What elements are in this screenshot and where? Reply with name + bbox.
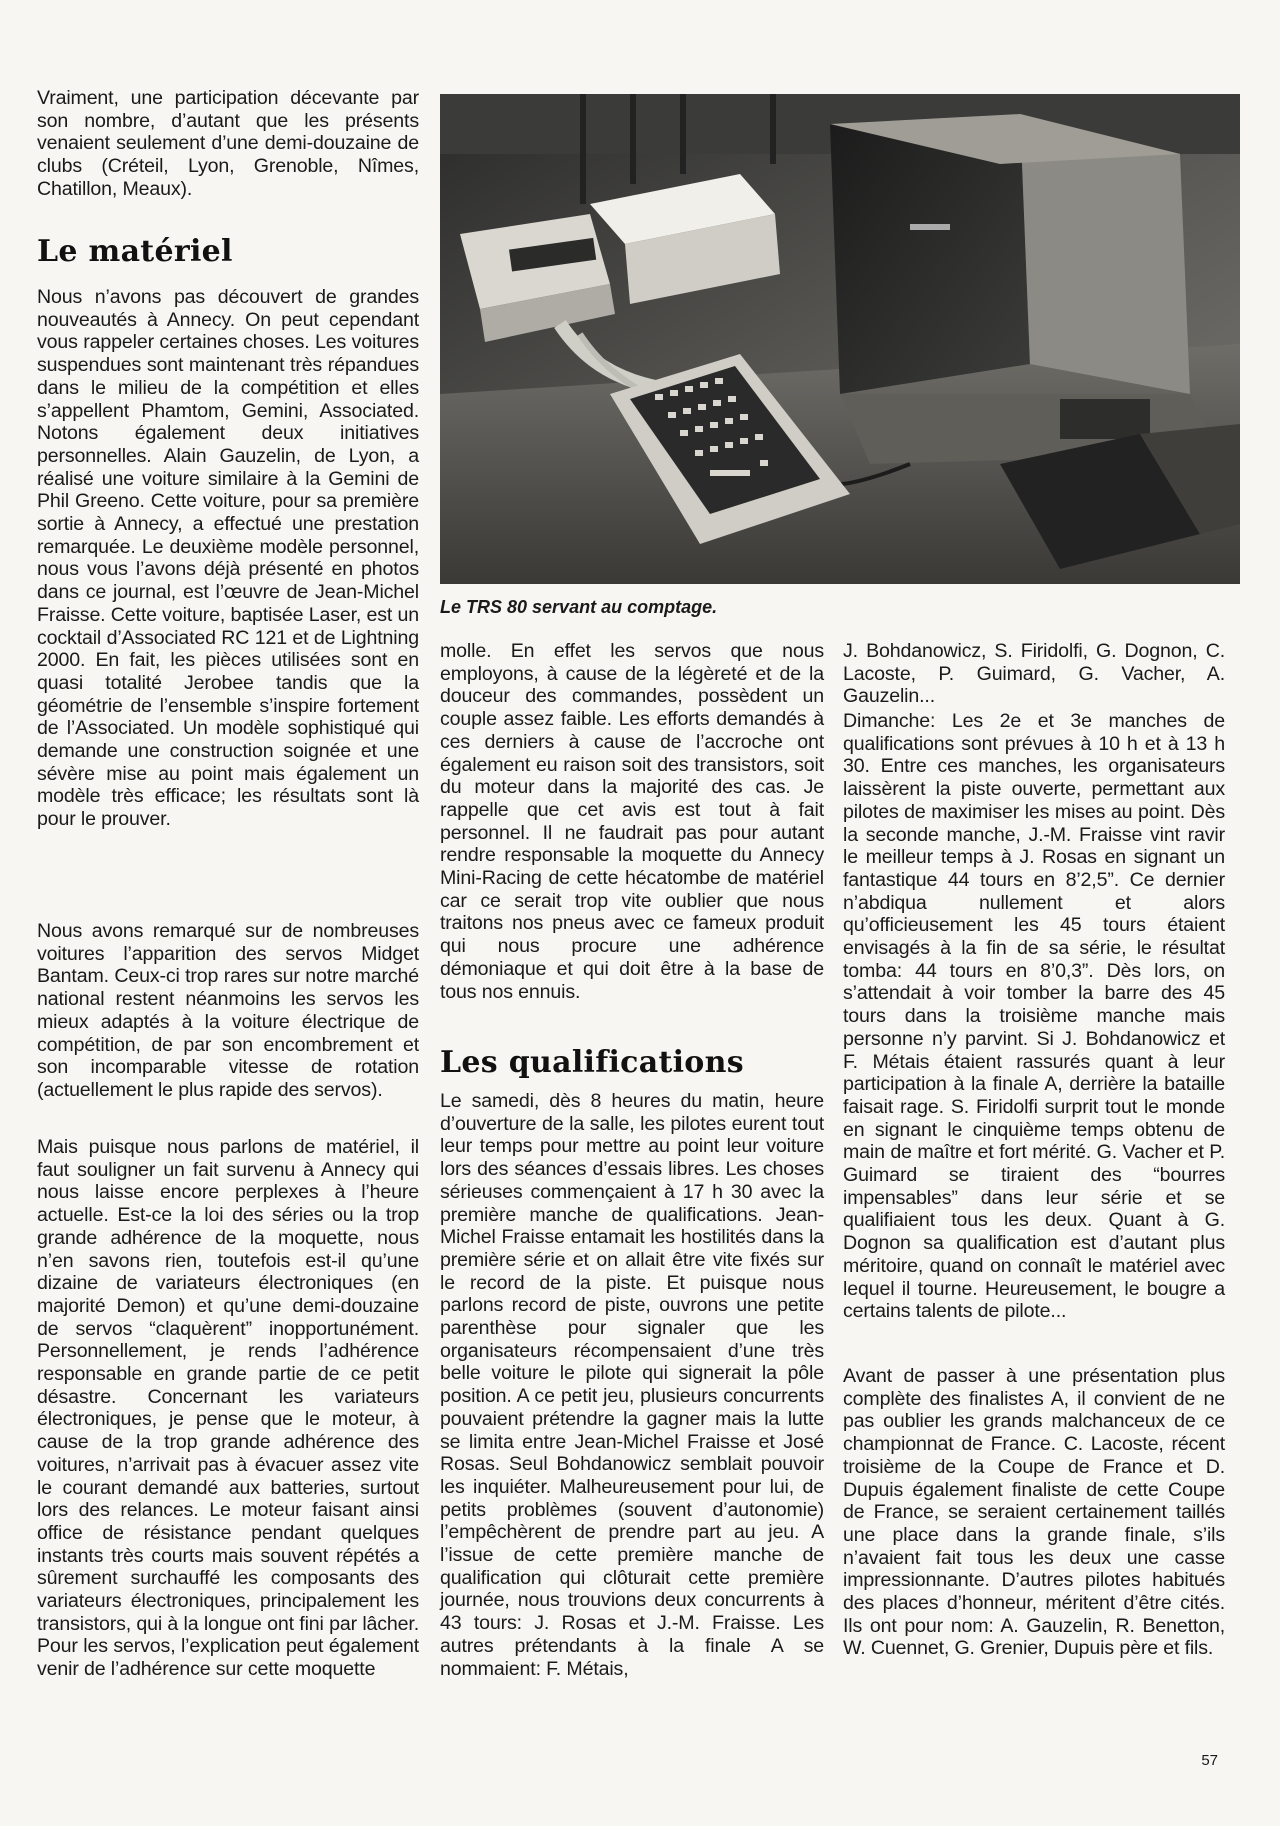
section-heading-qualifications: Les qualifications [440,1045,744,1080]
paragraph-finalistes: Avant de passer à une présentation plus complète des finalistes A, il convient de ne pas oublier les grands malchanceux de ce championnat de France. C. Lacoste, récent troisième de la Coupe de France et D. Dupuis également finaliste de cette Coupe de France, se seraient certainement taillés une place dans la grande finale, s’ils n’avaient fait tous les deux une casse impressionnante. D’autres pilotes habitués des places d’honneur, méritent d’être cités. Ils ont pour nom: A. Gauzelin, R. Benetton, W. Cuennet, G. Grenier, Dupuis père et fils. [843,1365,1225,1660]
page-number: 57 [1201,1752,1218,1769]
paragraph-midget: Nous avons remarqué sur de nombreuses voitures l’apparition des servos Midget Bantam. Ceux-ci trop rares sur notre marché national restent néanmoins les servos les mieux adaptés à la voiture électrique de compétition, de par son encombrement et son incomparable vitesse de rotation (actuellement le plus rapide des servos). [37,920,419,1101]
paragraph-molle: molle. En effet les servos que nous employons, à cause de la légèreté et de la douceur des commandes, possèdent un couple assez faible. Les efforts demandés à ces derniers à cause de l’accroche ont également eu raison soit des transistors, soit du moteur dans la majorité des cas. Je rappelle que cet avis est tout à fait personnel. Il ne faudrait pas pour autant rendre responsable la moquette du Annecy Mini-Racing de cette hécatombe de matériel car ce serait trop vite oublier que nous traitons nos pneus avec ce fameux produit qui nous procure une adhérence démoniaque et qui doit être à la base de tous nos ennuis. [440,640,824,1003]
paragraph-materiel: Nous n’avons pas découvert de grandes nouveautés à Annecy. On peut cependant vous rappeler certaines choses. Les voitures suspendues sont maintenant très répandues dans le milieu de la compétition et elles s’appellent Phamtom, Gemini, Associated. Notons également deux initiatives personnelles. Alain Gauzelin, de Lyon, a réalisé une voiture similaire à la Gemini de Phil Greeno. Cette voiture, pour sa première sortie à Annecy, a effectué une prestation remarquée. Le deuxième modèle personnel, nous vous l’avons déjà présenté en photos dans ce journal, est l’œuvre de Jean-Michel Fraisse. Cette voiture, baptisée Laser, est un cocktail d’Associated RC 121 et de Lightning 2000. En fait, les pièces utilisées sont en quasi totalité Jerobee tandis que la géométrie de l’ensemble s’inspire fortement de l’Associated. Un modèle sophistiqué qui demande une construction soignée et une sévère mise au point mais également un modèle très efficace; les résultats sont là pour le prouver. [37,286,419,831]
intro-paragraph: Vraiment, une participation décevante par son nombre, d’autant que les présents venaient seulement d’une demi-douzaine de clubs (Créteil, Lyon, Grenoble, Nîmes, Chatillon, Meaux). [37,87,419,200]
section-heading-materiel: Le matériel [37,234,233,269]
paragraph-dimanche: Dimanche: Les 2e et 3e manches de qualifications sont prévues à 10 h et à 13 h 30. Entre ces manches, les organisateurs laissèrent la piste ouverte, permettant aux pilotes de maximiser les mises au point. Dès la seconde manche, J.-M. Fraisse vint ravir le meilleur temps à J. Rosas en signant un fantastique 44 tours en 8’2,5”. Ce dernier n’abdiqua nullement et alors qu’officieusement les 45 tours étaient envisagés à la fin de sa série, le résultat tomba: 44 tours en 8’0,3”. Dès lors, on s’attendait à voir tomber la barre des 45 tours dans la troisième manche mais personne n’y parvint. Si J. Bohdanowicz et F. Métais étaient rassurés quant à leur participation à la finale A, derrière la bataille faisait rage. S. Firidolfi surprit tout le monde en signant le cinquième temps obtenu de main de maître et fort mérité. G. Vacher et P. Guimard se tiraient des “bourres impensables” dans leur série et se qualifiaient tous les deux. Quant à G. Dognon sa qualification est d’autant plus méritoire, quand on connaît le matériel avec lequel il tourne. Heureusement, le bougre a certains talents de pilote... [843,710,1225,1323]
photo-caption: Le TRS 80 servant au comptage. [440,597,718,617]
trs80-photo-illustration [440,94,1240,584]
trs80-photo [440,94,1240,584]
paragraph-names: J. Bohdanowicz, S. Firidolfi, G. Dognon, C. Lacoste, P. Guimard, G. Vacher, A. Gauzelin... [843,640,1225,708]
paragraph-materiel-incident: Mais puisque nous parlons de matériel, il faut souligner un fait survenu à Annecy qui nous laisse encore perplexes à l’heure actuelle. Est-ce la loi des séries ou la trop grande adhérence de la moquette, nous n’en savons rien, toutefois est-il qu’une dizaine de variateurs électroniques (en majorité Demon) et qu’une demi-douzaine de servos “claquèrent” inopportunément. Personnellement, je rends l’adhérence responsable en grande partie de ce petit désastre. Concernant les variateurs électroniques, je pense que le moteur, à cause de la trop grande adhérence des voitures, n’arrivait pas à évacuer assez vite le courant demandé aux batteries, surtout lors des relances. Le moteur faisant ainsi office de résistance pendant quelques instants très courts mais souvent répétés a sûrement surchauffé les composants des variateurs électroniques, principalement les transistors, qui à la longue ont fini par lâcher. Pour les servos, l’explication peut également venir de l’adhérence sur cette moquette [37,1136,419,1681]
paragraph-qualifications: Le samedi, dès 8 heures du matin, heure d’ouverture de la salle, les pilotes eurent tout leur temps pour mettre au point leur voiture lors des séances d’essais libres. Les choses sérieuses commençaient à 17 h 30 avec la première manche de qualifications. Jean-Michel Fraisse entamait les hostilités dans la première série et on allait être vite fixés sur le record de la piste. Et puisque nous parlons record de piste, ouvrons une petite parenthèse pour signaler que les organisateurs récompensaient d’une très belle voiture le pilote qui signerait la pôle position. A ce petit jeu, plusieurs concurrents pouvaient prétendre la gagner mais la lutte se limita entre Jean-Michel Fraisse et José Rosas. Seul Bohdanowicz semblait pouvoir les inquiéter. Malheureusement pour lui, de petits problèmes (souvent d’autonomie) l’empêchèrent de prendre part au jeu. A l’issue de cette première manche de qualification qui clôturait cette première journée, nous trouvions deux concurrents à 43 tours: J. Rosas et J.-M. Fraisse. Les autres prétendants à la finale A se nommaient: F. Métais, [440,1090,824,1680]
